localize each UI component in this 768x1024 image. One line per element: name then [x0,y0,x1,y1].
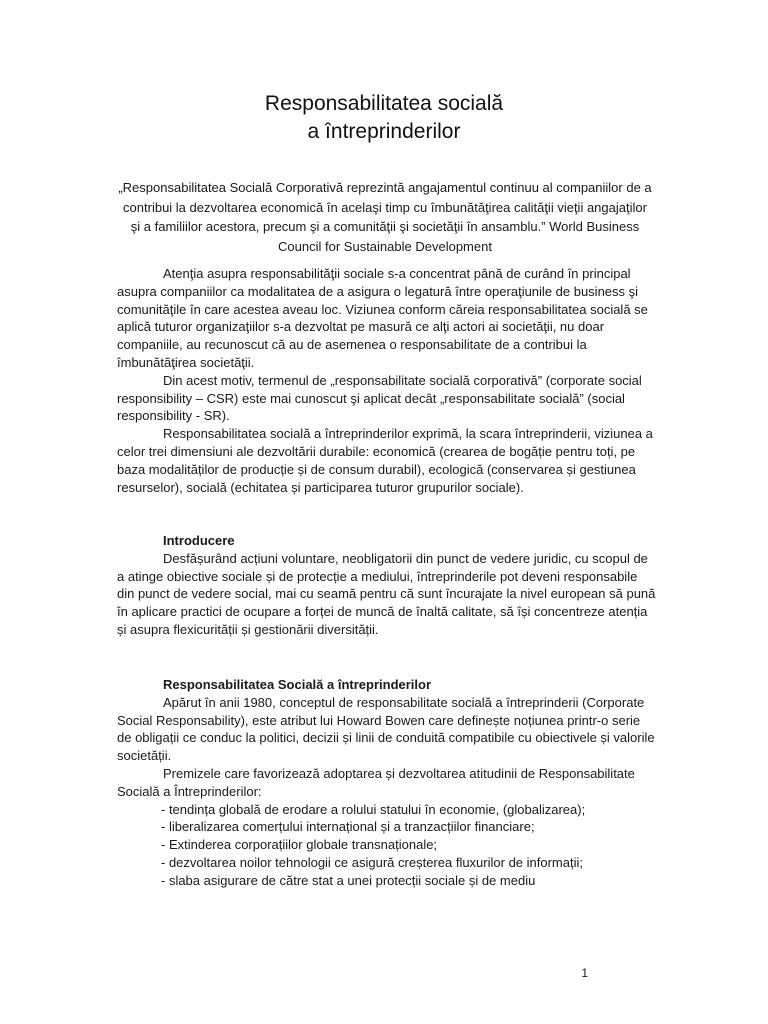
list-item: - Extinderea corporațiilor globale transnaționale; [161,837,438,853]
intro-paragraph: Atenţia asupra responsabilităţii sociale s-a concentrat până de curând în principal asupra companiilor ca modalitatea de a asigura o legatură între operaţiunile de business şi comunităţile în care acestea aveau loc. Viziunea conform căreia responsabilitatea socială se aplică tuturor organizaţiilor s-a dezvoltat pe masură ce alţi actori ai societăţii, nu doar companiile, au recunoscut că au de asemenea o responsabilitate de a contribui la îmbunătăţirea societăţii. [117,266,648,370]
section-heading: Responsabilitatea Socială a întreprinderilor [163,677,432,692]
intro-paragraph: Din acest motiv, termenul de „responsabilitate socială corporativă” (corporate social responsibility – CSR) este mai cunoscut şi aplicat decât „responsabilitate socială” (social responsibility - SR). [117,372,642,424]
list-item: - tendința globală de erodare a rolului statului în economie, (globalizarea); [161,801,586,817]
document-title-line-1: Responsabilitatea socială [264,92,504,115]
introducere-section [117,532,657,639]
section-paragraph: Desfășurând acțiuni voluntare, neobligatorii din punct de vedere juridic, cu scopul de a atinge obiective sociale și de protecție a mediului, întreprinderile pot deveni responsabile din punct de vedere social, mai cu seamă pentru că sunt încurajate la nivel european să pună în aplicare practici de ocupare a forței de muncă de înaltă calitate, să își concentreze atenția și asupra flexicurității și gestionării diversității. [117,550,656,637]
list-item: - dezvoltarea noilor tehnologii ce asigură creșterea fluxurilor de informații; [161,854,583,870]
rsi-section [117,676,657,890]
opening-quote: „Responsabilitatea Socială Corporativă reprezintă angajamentul continuu al companiilor de a contribui la dezvoltarea economică în acelaşi timp cu îmbunătăţirea calităţii vieţii angajaţilor şi a familiilor acestora, precum şi a comunităţii şi societăţii în ansamblu.” World Business Council for Sustainable Development [118,180,652,254]
list-item: - liberalizarea comerțului internațional și a tranzacțiilor financiare; [161,819,535,835]
section-paragraph: Premizele care favorizează adoptarea și dezvoltarea atitudinii de Responsabilitate Socială a Întreprinderilor: [117,765,635,799]
list-item: - slaba asigurare de către stat a unei protecții sociale și de mediu [161,872,536,888]
section-heading: Introducere [163,533,235,548]
section-paragraph: Apărut în anii 1980, conceptul de responsabilitate socială a întreprinderii (Corporate Social Responsability), este atribut lui Howard Bowen care definește noțiunea printr-o serie de obligații ce conduc la politici, decizii și linii de conduită compatibile cu obiectivele și valorile societății. [117,694,655,764]
premises-list [117,801,657,890]
intro-paragraph: Responsabilitatea socială a întreprinderilor exprimă, la scara întreprinderii, viziunea a celor trei dimensiuni ale dezvoltării durabile: economică (crearea de bogăție pentru toți, pe baza modalităților de producție și de consum durabil), ecologică (conservarea și gestiunea resurselor), socială (echitatea și participarea tuturor grupurilor sociale). [117,426,653,495]
page-number: 1 [581,966,588,980]
intro-section [117,265,657,496]
document-title-line-2: a întreprinderilor [307,120,461,143]
